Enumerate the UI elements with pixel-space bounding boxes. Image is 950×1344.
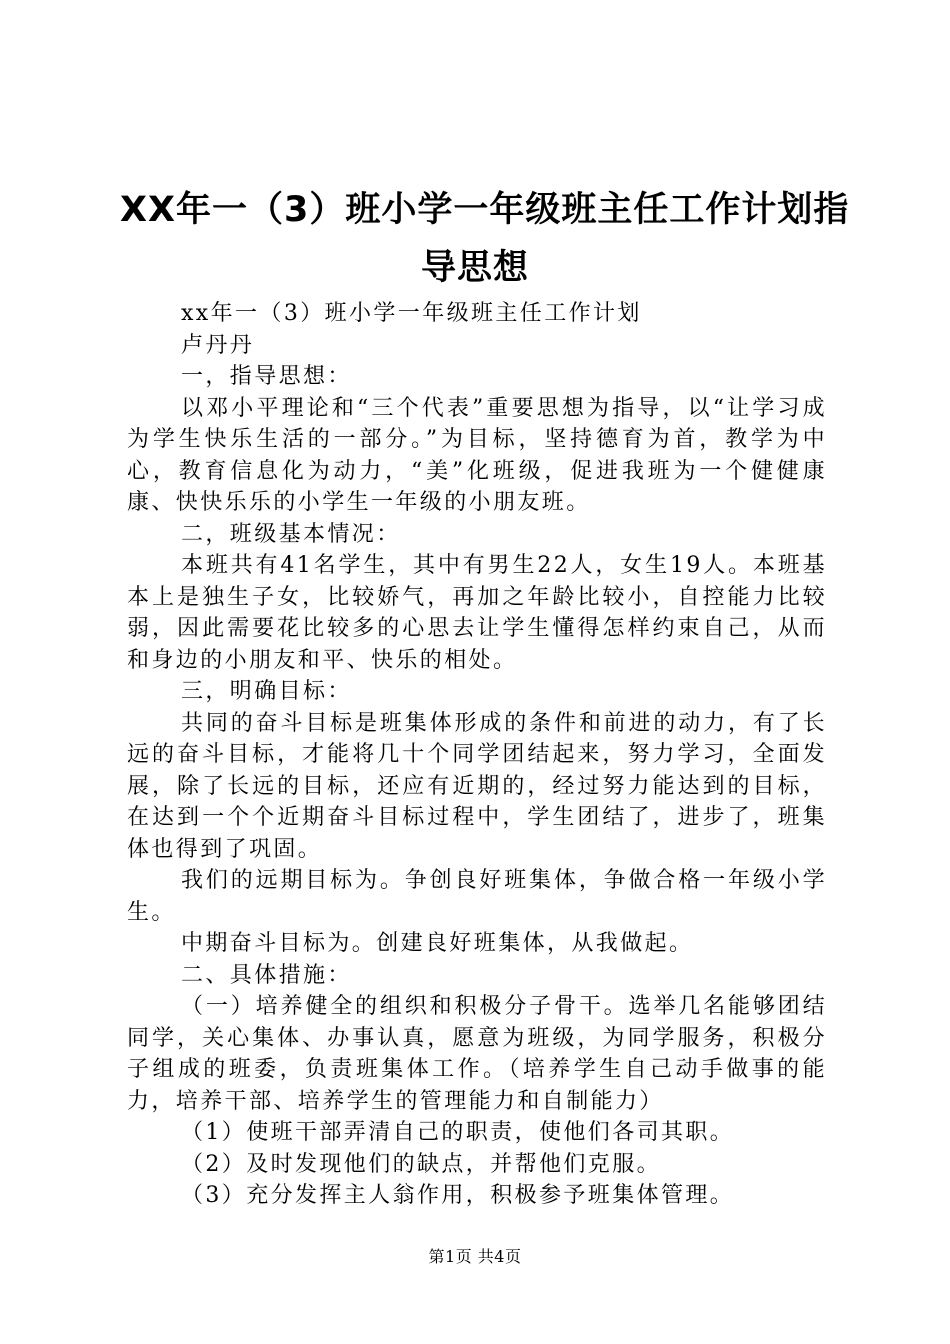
document-title-line-1: XX年一（3）班小学一年级班主任工作计划指 — [120, 190, 850, 230]
list-item: （3）充分发挥主人翁作用，积极参予班集体管理。 — [181, 1183, 735, 1208]
section-heading: 二、具体措施： — [181, 962, 352, 988]
paragraph: 中期奋斗目标为。创建良好班集体，从我做起。 — [181, 931, 694, 956]
list-item: （1）使班干部弄清自己的职责，使他们各司其职。 — [181, 1120, 735, 1145]
paragraph: 本班共有41名学生，其中有男生22人，女生19人。本班基本上是独生子女，比较娇气，再加之年龄比较小，自控能力比较弱，因此需要花比较多的心思去让学生懂得怎样约束自己，从而和身边的小朋友和平、快乐的相处。 — [127, 553, 827, 673]
paragraph: （一）培养健全的组织和积极分子骨干。选举几名能够团结同学，关心集体、办事认真，愿意为班级，为同学服务，积极分子组成的班委，负责班集体工作。（培养学生自己动手做事的能力，培养干部、培养学生的管理能力和自制能力） — [127, 994, 827, 1114]
paragraph: 我们的远期目标为。争创良好班集体，争做合格一年级小学生。 — [127, 868, 827, 925]
subtitle: xx年一（3）班小学一年级班主任工作计划 — [181, 301, 642, 326]
document-body — [127, 298, 827, 1212]
paragraph: 以邓小平理论和“三个代表”重要思想为指导，以“让学习成为学生快乐生活的一部分。”为目标，坚持德育为首，教学为中心，教育信息化为动力，“美”化班级，促进我班为一个健健康康、快快乐乐的小学生一年级的小朋友班。 — [127, 395, 827, 515]
author: 卢丹丹 — [181, 332, 255, 358]
page-number: 第1页 共4页 — [428, 1247, 522, 1266]
document-title-line-2: 导思想 — [420, 248, 529, 288]
section-heading: 二，班级基本情况： — [181, 521, 401, 547]
list-item: （2）及时发现他们的缺点，并帮他们克服。 — [181, 1151, 661, 1177]
section-heading: 一，指导思想： — [181, 364, 352, 389]
section-heading: 三，明确目标： — [181, 679, 352, 704]
paragraph: 共同的奋斗目标是班集体形成的条件和前进的动力，有了长远的奋斗目标，才能将几十个同学团结起来，努力学习，全面发展，除了长远的目标，还应有近期的，经过努力能达到的目标，在达到一个个近期奋斗目标过程中，学生团结了，进步了，班集体也得到了巩固。 — [127, 710, 827, 862]
